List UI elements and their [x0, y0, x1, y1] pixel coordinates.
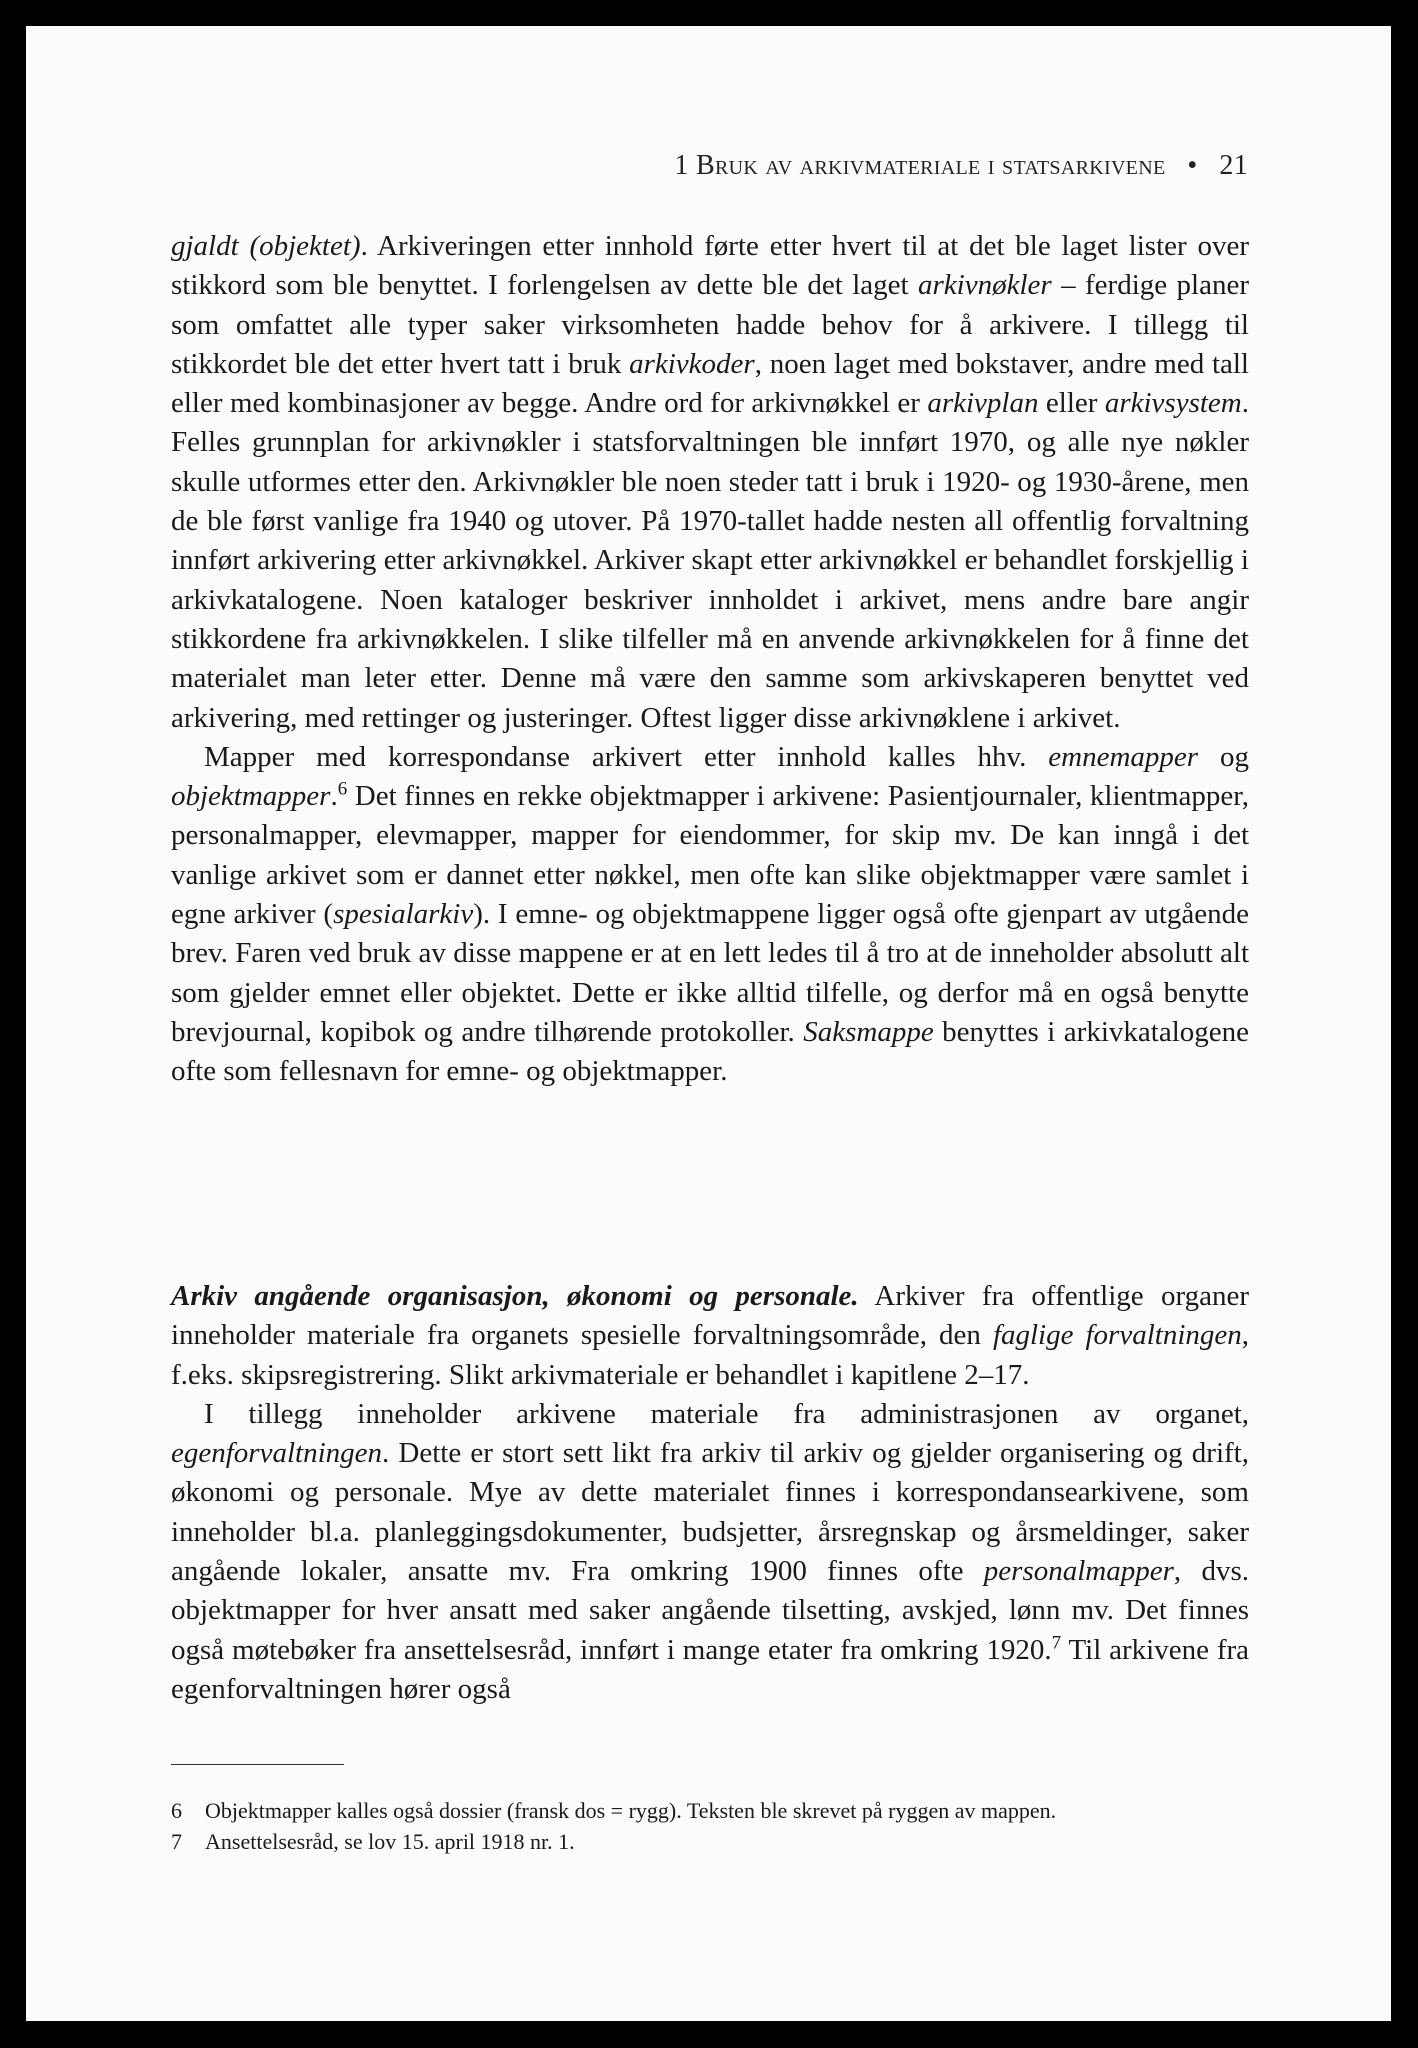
footnote	[171, 1826, 1271, 1857]
text-run: . Arkiveringen etter innhold førte etter hvert til at det ble laget lister over stikkord som ble benyttet. I forlengelsen av dette ble det laget	[171, 230, 1249, 302]
text-run: – ferdige planer som omfattet alle typer saker virksomheten hadde behov for å arkivere. I tillegg til stikkordet ble det etter hvert tatt i bruk	[171, 269, 1249, 380]
text-run: Til arkivene fra egenforvaltningen hører også	[171, 1633, 1249, 1705]
text-run: Arkiver fra offentlige organer inneholder materiale fra organets spesielle forvaltningsområde, den	[171, 1280, 1249, 1352]
book-page	[26, 26, 1391, 2021]
text-run: ). I emne- og objektmappene ligger også ofte gjenpart av utgående brev. Faren ved bruk av disse mappene er at en lett ledes til å tro at de inneholder absolutt alt som gjelder emnet eller objektet. Dette er ikke alltid tilfelle, og derfor må en også benytte brevjournal, kopibok og andre tilhørende protokoller.	[171, 898, 1250, 1048]
text-run: Mapper med korrespondanse arkivert etter innhold kalles hhv.	[204, 740, 1049, 773]
text-run: og	[1198, 740, 1249, 773]
emphasis-term: arkivplan	[927, 387, 1039, 420]
paragraph	[171, 1277, 1249, 1395]
emphasis-term: faglige forvaltningen	[992, 1319, 1242, 1352]
footnote	[171, 1795, 1271, 1826]
emphasis-term: Saksmappe	[803, 1015, 934, 1048]
chapter-title: Bruk av arkivmateriale i statsarkivene	[696, 150, 1166, 181]
text-run: , f.eks. skipsregistrering. Slikt arkivmateriale er behandlet i kapitlene 2–17.	[171, 1319, 1249, 1391]
footnote-text: Ansettelsesråd, se lov 15. april 1918 nr. 1.	[205, 1829, 575, 1854]
chapter-number: 1	[674, 150, 689, 181]
emphasis-term: personalmapper	[983, 1555, 1174, 1588]
footnote-ref: 7	[1051, 1632, 1062, 1654]
footnote-number: 6	[171, 1798, 182, 1823]
section-heading: Arkiv angående organisasjon, økonomi og personale.	[171, 1280, 859, 1312]
emphasis-term: gjaldt (objektet)	[171, 230, 361, 262]
text-run: eller	[1038, 387, 1105, 420]
emphasis-term: emnemapper	[1048, 740, 1199, 773]
paragraph	[171, 1395, 1249, 1709]
text-run: .	[330, 780, 338, 813]
emphasis-term: egenforvaltningen	[171, 1437, 383, 1470]
emphasis-term: arkivsystem	[1104, 387, 1242, 420]
footnote-number: 7	[171, 1829, 182, 1854]
body-text-lower	[171, 1277, 1249, 1709]
text-run: , dvs. objektmapper for hver ansatt med saker angående tilsetting, avskjed, lønn mv. Det finnes også møtebøker fra ansettelsesråd, innført i mange etater fra omkring 1920.	[171, 1555, 1249, 1666]
paragraph	[171, 227, 1249, 738]
running-header	[26, 150, 1391, 182]
emphasis-term: spesialarkiv	[333, 898, 474, 931]
header-separator: •	[1187, 150, 1198, 181]
footnotes	[171, 1795, 1271, 1857]
text-run: benyttes i arkivkatalogene ofte som fellesnavn for emne- og objektmapper.	[171, 1015, 1249, 1088]
footnote-ref: 6	[337, 778, 348, 800]
emphasis-term: objektmapper	[171, 780, 331, 813]
emphasis-term: arkivnøkler	[918, 269, 1052, 302]
text-run: I tillegg inneholder arkivene materiale fra administrasjonen av organet,	[204, 1397, 1249, 1430]
text-run: Det finnes en rekke objektmapper i arkivene: Pasientjournaler, klientmapper, personalmapper, elevmapper, mapper for eiendommer, for skip mv. De kan inngå i det vanlige arkivet som er dannet etter nøkkel, men ofte kan slike objektmapper være samlet i egne arkiver (	[171, 780, 1249, 931]
footnote-text: Objektmapper kalles også dossier (fransk dos = rygg). Teksten ble skrevet på ryggen av mappen.	[205, 1798, 1057, 1823]
emphasis-term: arkivkoder	[629, 347, 755, 380]
text-run: . Dette er stort sett likt fra arkiv til arkiv og gjelder organisering og drift, økonomi og personale. Mye av dette materialet finnes i korrespondansearkivene, som inneholder bl.a. planleggingsdokumenter, budsjetter, årsregnskap og årsmeldinger, saker angående lokaler, ansatte mv. Fra omkring 1900 finnes ofte	[171, 1437, 1249, 1588]
page-number: 21	[1219, 150, 1248, 181]
body-text-upper	[171, 227, 1249, 1092]
text-run: , noen laget med bokstaver, andre med tall eller med kombinasjoner av begge. Andre ord for arkivnøkkel er	[171, 347, 1249, 420]
paragraph	[171, 738, 1249, 1092]
text-run: . Felles grunnplan for arkivnøkler i statsforvaltningen ble innført 1970, og alle nye nøkler skulle utformes etter den. Arkivnøkler ble noen steder tatt i bruk i 1920- og 1930-årene, men de ble først vanlige fra 1940 og utover. På 1970-tallet hadde nesten all offentlig forvaltning innført arkivering etter arkivnøkkel. Arkiver skapt etter arkivnøkkel er behandlet forskjellig i arkivkatalogene. Noen kataloger beskriver innholdet i arkivet, mens andre bare angir stikkordene fra arkivnøkkelen. I slike tilfeller må en anvende arkivnøkkelen for å finne det materialet man leter etter. Denne må være den samme som arkivskaperen benyttet ved arkivering, med rettinger og justeringer. Oftest ligger disse arkivnøklene i arkivet.	[171, 387, 1249, 734]
footnote-rule	[171, 1764, 344, 1765]
